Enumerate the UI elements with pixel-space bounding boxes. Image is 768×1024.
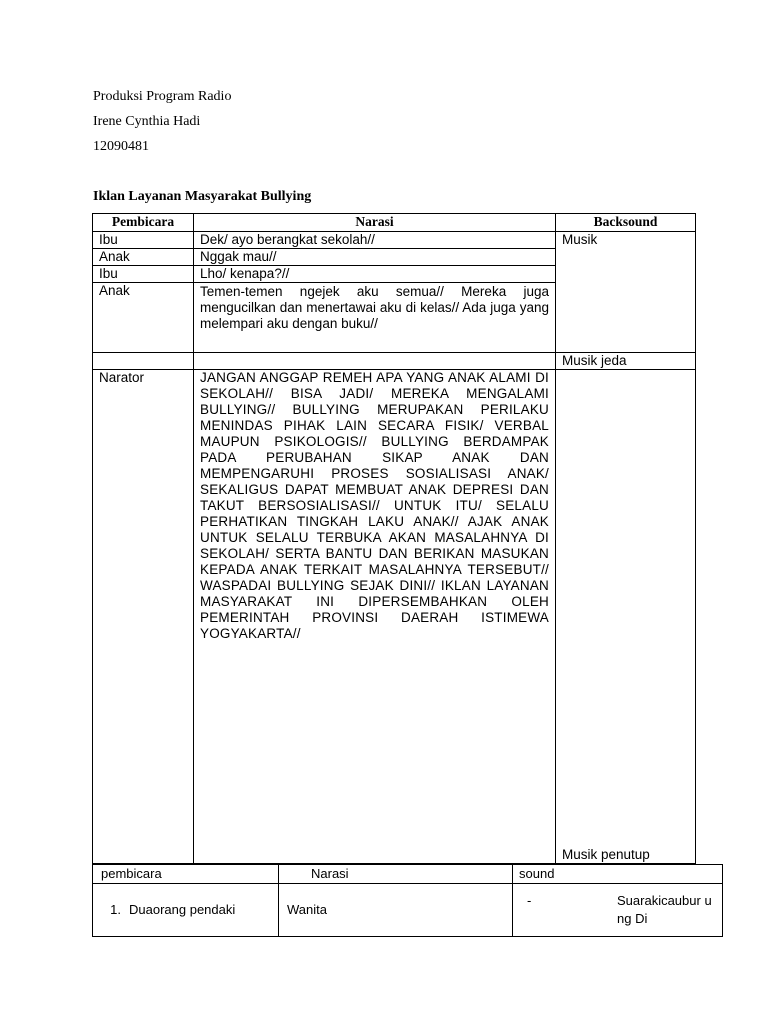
sound-cell bbox=[513, 884, 723, 937]
narration-cell: Temen-temen ngejek aku semua// Mereka juga mengucilkan dan menertawai aku di kelas// Ada juga yang melempari aku dengan buku// bbox=[194, 283, 556, 353]
bullet-dash: - bbox=[527, 893, 532, 908]
speaker-cell: Ibu bbox=[93, 266, 194, 283]
table-row bbox=[93, 353, 696, 370]
speaker-cell: Anak bbox=[93, 283, 194, 353]
column-header: Narasi bbox=[279, 865, 513, 884]
column-header: Narasi bbox=[194, 214, 556, 232]
sound-text: Suarakicaubur ung Di bbox=[617, 893, 712, 926]
speaker-cell: Narator bbox=[93, 370, 194, 864]
table-header-row bbox=[93, 865, 723, 884]
backsound-cell: Musik bbox=[556, 232, 696, 353]
script-table bbox=[92, 213, 696, 864]
backsound-label: Musik penutup bbox=[562, 847, 650, 862]
student-id: 12090481 bbox=[93, 139, 149, 154]
speaker-cell bbox=[93, 884, 279, 937]
second-table bbox=[92, 864, 723, 937]
course-name: Produksi Program Radio bbox=[93, 89, 232, 104]
speaker-cell: Anak bbox=[93, 249, 194, 266]
backsound-cell bbox=[556, 370, 696, 864]
document-title: Iklan Layanan Masyarakat Bullying bbox=[93, 189, 312, 204]
table-row bbox=[93, 370, 696, 864]
narration-cell: Nggak mau// bbox=[194, 249, 556, 266]
backsound-cell: Musik jeda bbox=[556, 353, 696, 370]
table-row bbox=[93, 884, 723, 937]
column-header: Backsound bbox=[556, 214, 696, 232]
column-header: Pembicara bbox=[93, 214, 194, 232]
author-name: Irene Cynthia Hadi bbox=[93, 114, 201, 129]
narration-cell: JANGAN ANGGAP REMEH APA YANG ANAK ALAMI DI SEKOLAH// BISA JADI/ MEREKA MENGALAMI BULLYING// BULLYING MERUPAKAN PERILAKU MENINDAS PIHAK LAIN SECARA FISIK/ VERBAL MAUPUN PSIKOLOGIS// BULLYING BERDAMPAK PADA PERUBAHAN SIKAP ANAK DAN MEMPENGARUHI PROSES SOSIALISASI ANAK/ SEKALIGUS DAPAT MEMBUAT ANAK DEPRESI DAN TAKUT BERSOSIALISASI// UNTUK ITU/ SELALU PERHATIKAN TINGKAH LAKU ANAK// AJAK ANAK UNTUK SELALU TERBUKA AKAN MASALAHNYA DI SEKOLAH/ SERTA BANTU DAN BERIKAN MASUKAN KEPADA ANAK TERKAIT MASALAHNYA TERSEBUT// WASPADAI BULLYING SEJAK DINI// IKLAN LAYANAN MASYARAKAT INI DIPERSEMBAHKAN OLEH PEMERINTAH PROVINSI DAERAH ISTIMEWA YOGYAKARTA// bbox=[194, 370, 556, 864]
speaker-cell: Ibu bbox=[93, 232, 194, 249]
speaker-text: Duaorang pendaki bbox=[129, 902, 236, 917]
column-header: pembicara bbox=[93, 865, 279, 884]
speaker-cell bbox=[93, 353, 194, 370]
narration-cell: Wanita bbox=[279, 884, 513, 937]
narration-cell: Lho/ kenapa?// bbox=[194, 266, 556, 283]
table-row bbox=[93, 232, 696, 249]
narration-cell bbox=[194, 353, 556, 370]
column-header: sound bbox=[513, 865, 723, 884]
list-number: 1. bbox=[110, 902, 121, 917]
narration-cell: Dek/ ayo berangkat sekolah// bbox=[194, 232, 556, 249]
table-header-row bbox=[93, 214, 696, 232]
